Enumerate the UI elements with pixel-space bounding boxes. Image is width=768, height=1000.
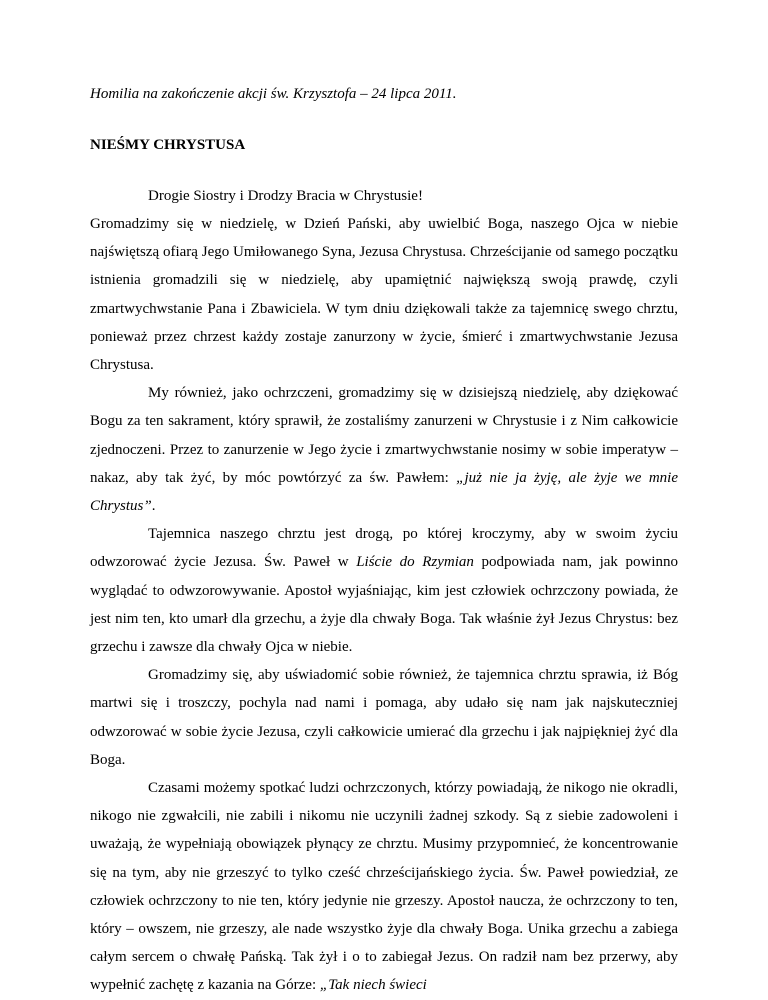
homily-title: NIEŚMY CHRYSTUSA — [90, 137, 246, 153]
paragraph-1 — [90, 210, 678, 379]
greeting: Drogie Siostry i Drodzy Bracia w Chrystusie! — [148, 188, 423, 204]
paragraph-4-text: Gromadzimy się, aby uświadomić sobie również, że tajemnica chrztu sprawia, iż Bóg martwi się i troszczy, pochyla nad nami i pomaga, aby udało się nam jak najskuteczniej odwzorować w sobie życie Jezusa, czyli całkowicie umierać dla grzechu i jak najpiękniej żyć dla Boga. — [90, 667, 678, 768]
paragraph-2-quote: „już nie ja żyję, ale żyje we mnie Chrystus” — [90, 469, 678, 515]
paragraph-5-quote: „Tak niech świeci — [319, 977, 427, 994]
paragraph-3 — [90, 520, 678, 661]
homily-subtitle: Homilia na zakończenie akcji św. Krzysztofa – 24 lipca 2011. — [90, 86, 457, 102]
paragraph-5 — [90, 774, 678, 1000]
paragraph-2-end: . — [151, 498, 156, 515]
paragraph-5-text: Czasami możemy spotkać ludzi ochrzczonych, którzy powiadają, że nikogo nie okradli, nikogo nie zgwałcili, nie zabili i nikomu nie uczynili żadnej szkody. Są z siebie zadowoleni i uważają, że wypełniają obowiązek płynący ze chrztu. Musimy przypomnieć, że koncentrowanie się na tym, aby nie grzeszyć to tylko cześć chrześcijańskiego życia. Św. Paweł powiedział, ze człowiek ochrzczony to nie ten, który jedynie nie grzeszy. Apostoł naucza, że ochrzczony to ten, który – owszem, nie grzeszy, ale nade wszystko żyje dla chwały Boga. Unika grzechu a zabiega całym sercem o chwałę Pańską. Tak żył i o to zabiegał Jezus. On radził nam bez przerwy, aby wypełnić zachętę z kazania na Górze: — [90, 780, 678, 994]
paragraph-3-rest: podpowiada nam, jak powinno wyglądać to odwzorowywanie. Apostoł wyjaśniając, kim jest człowiek ochrzczony powiada, że jest nim ten, kto umarł dla grzechu, a żyje dla chwały Boga. Tak właśnie żył Jezus Chrystus: bez grzechu i zawsze dla chwały Ojca w niebie. — [90, 554, 678, 656]
paragraph-2-text: My również, jako ochrzczeni, gromadzimy się w dzisiejszą niedzielę, aby dziękować Bogu za ten sakrament, który sprawił, że zostaliśmy zanurzeni w Chrystusie i z Nim całkowicie zjednoczeni. Przez to zanurzenie w Jego życie i zmartwychwstanie nosimy w sobie imperatyw – nakaz, aby tak żyć, by móc powtórzyć za św. Pawłem: — [90, 385, 678, 486]
paragraph-4 — [90, 661, 678, 774]
paragraph-2 — [90, 379, 678, 520]
paragraph-3-book-title: Liście do Rzymian — [356, 554, 474, 571]
document-page — [90, 80, 678, 1000]
paragraph-3-text: Tajemnica naszego chrztu jest drogą, po której kroczymy, aby w swoim życiu odwzorować życie Jezusa. Św. Paweł w — [90, 526, 678, 571]
paragraph-1-text: Gromadzimy się w niedzielę, w Dzień Pański, aby uwielbić Boga, naszego Ojca w niebie najświętszą ofiarą Jego Umiłowanego Syna, Jezusa Chrystusa. Chrześcijanie od samego początku istnienia gromadzili się w niedzielę, aby upamiętnić największą swoją prawdę, czyli zmartwychwstanie Pana i Zbawiciela. W tym dniu dziękowali także za tajemnicę swego chrztu, ponieważ przez chrzest każdy zostaje zanurzony w życie, śmierć i zmartwychwstanie Jezusa Chrystusa. — [90, 216, 678, 374]
